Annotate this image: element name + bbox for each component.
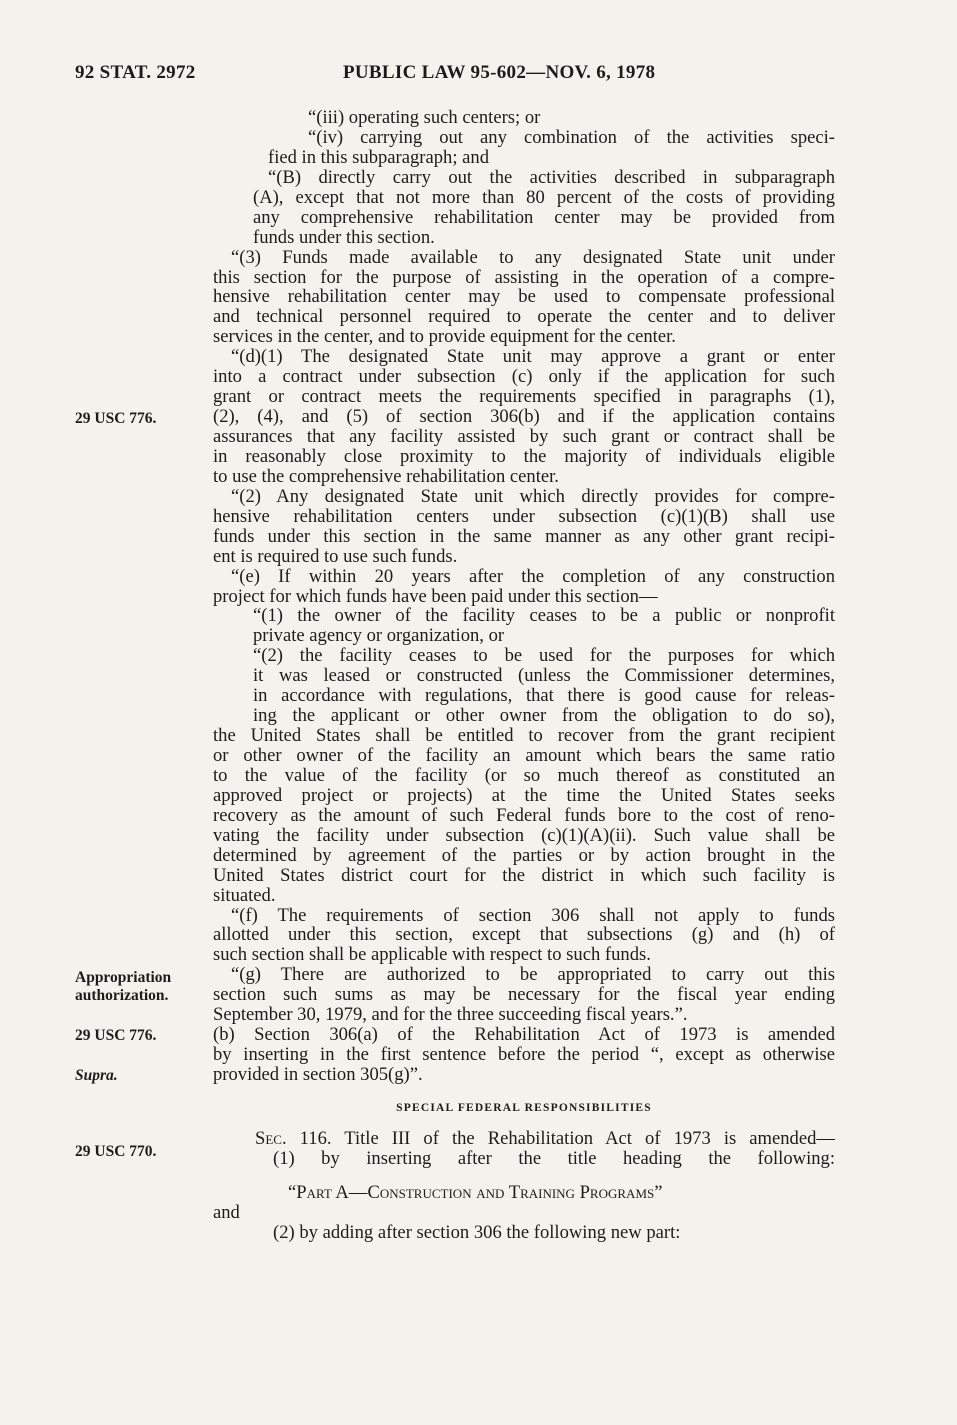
body-line: hensive rehabilitation center may be used to compensate professional [213,286,835,308]
body-line: funds under this section in the same manner as any other grant recipi- [213,525,835,547]
body-line: “(B) directly carry out the activities described in subparagraph [268,166,835,188]
body-line: in accordance with regulations, that there is good cause for releas- [253,685,835,707]
sec116-item-1: (1) by inserting after the title heading the following: [273,1147,835,1169]
sec-label: Sec. [255,1127,287,1149]
body-line: vating the facility under subsection (c)(1)(A)(ii). Such value shall be [213,824,835,846]
body-line: grant or contract meets the requirements specified in paragraphs (1), [213,386,835,408]
body-line: allotted under this section, except that subsections (g) and (h) of [213,924,835,946]
body-line: assurances that any facility assisted by such grant or contract shall be [213,426,835,447]
margin-note-appropriation-1: Appropriation [75,969,172,986]
body-line: ent is required to use such funds. [213,545,458,567]
body-line: project for which funds have been paid under this section— [213,585,658,607]
body-line: (2), (4), and (5) of section 306(b) and if the application contains [213,406,835,428]
part-heading: “Part A—Construction and Training Programs” [288,1181,663,1203]
body-line: “(1) the owner of the facility ceases to be a public or nonprofit [253,605,835,627]
body-line: it was leased or constructed (unless the Commissioner determines, [253,665,835,687]
margin-note-supra: Supra. [75,1067,118,1084]
body-line: private agency or organization, or [253,625,505,647]
body-line: situated. [213,884,276,906]
body-line: ing the applicant or other owner from the obligation to do so), [253,705,835,727]
body-line: approved project or projects) at the time the United States seeks [213,784,835,806]
body-line: fied in this subparagraph; and [268,146,490,168]
body-line: “(d)(1) The designated State unit may approve a grant or enter [231,346,835,368]
body-line: United States district court for the district in which such facility is [213,864,835,886]
body-line: recovery as the amount of such Federal funds bore to the cost of reno- [213,804,835,826]
sec116-intro [213,1129,835,1149]
body-line: and technical personnel required to operate the center and to deliver [213,306,835,328]
sec116-item-2: (2) by adding after section 306 the following new part: [273,1221,681,1243]
body-line: (b) Section 306(a) of the Rehabilitation Act of 1973 is amended [213,1024,835,1046]
body-text [213,108,835,1243]
body-line: hensive rehabilitation centers under subsection (c)(1)(B) shall use [213,505,835,527]
body-line: in reasonably close proximity to the majority of individuals eligible [213,445,835,467]
body-line: into a contract under subsection (c) only if the application for such [213,366,835,388]
body-line: to the value of the facility (or so much thereof as constituted an [213,764,835,786]
body-line: “(iii) operating such centers; or [308,107,541,128]
body-line: “(f) The requirements of section 306 shall not apply to funds [231,904,835,926]
body-line: section such sums as may be necessary for the fiscal year ending [213,984,835,1006]
body-line: provided in section 305(g)”. [213,1064,423,1085]
body-line: “(iv) carrying out any combination of the activities speci- [308,126,835,148]
margin-note-usc-776: 29 USC 776. [75,410,157,427]
body-line: services in the center, and to provide equipment for the center. [213,326,676,348]
body-line: “(g) There are authorized to be appropriated to carry out this [231,964,835,986]
body-line: such section shall be applicable with respect to such funds. [213,944,651,966]
body-line: “(3) Funds made available to any designated State unit under [231,246,835,268]
body-line: “(e) If within 20 years after the completion of any construction [231,565,835,587]
body-line: (A), except that not more than 80 percent of the costs of providing [253,186,835,208]
body-line: “(2) the facility ceases to be used for the purposes for which [253,645,835,667]
body-line: by inserting in the first sentence before the period “, except as otherwise [213,1044,835,1066]
body-line: September 30, 1979, and for the three succeeding fiscal years.”. [213,1004,688,1026]
body-line: the United States shall be entitled to recover from the grant recipient [213,725,835,747]
body-line: to use the comprehensive rehabilitation center. [213,465,559,487]
page-header [0,62,957,86]
sec116-text: 116. Title III of the Rehabilitation Act of 1973 is amended— [286,1127,835,1149]
body-line: funds under this section. [253,226,435,248]
margin-note-usc-770: 29 USC 770. [75,1143,157,1160]
margin-note-appropriation-2: authorization. [75,987,169,1004]
body-line: any comprehensive rehabilitation center may be provided from [253,206,835,228]
stat-reference: 92 STAT. 2972 [75,62,196,83]
body-line: or other owner of the facility an amount which bears the same ratio [213,745,835,766]
body-line: this section for the purpose of assisting in the operation of a compre- [213,266,835,288]
body-line: determined by agreement of the parties or by action brought in the [213,844,835,866]
section-heading: SPECIAL FEDERAL RESPONSIBILITIES [396,1101,652,1114]
page-title: PUBLIC LAW 95-602—NOV. 6, 1978 [343,62,656,83]
and-text: and [213,1201,240,1223]
body-line: “(2) Any designated State unit which directly provides for compre- [231,485,835,507]
margin-note-usc-776-b: 29 USC 776. [75,1027,157,1044]
